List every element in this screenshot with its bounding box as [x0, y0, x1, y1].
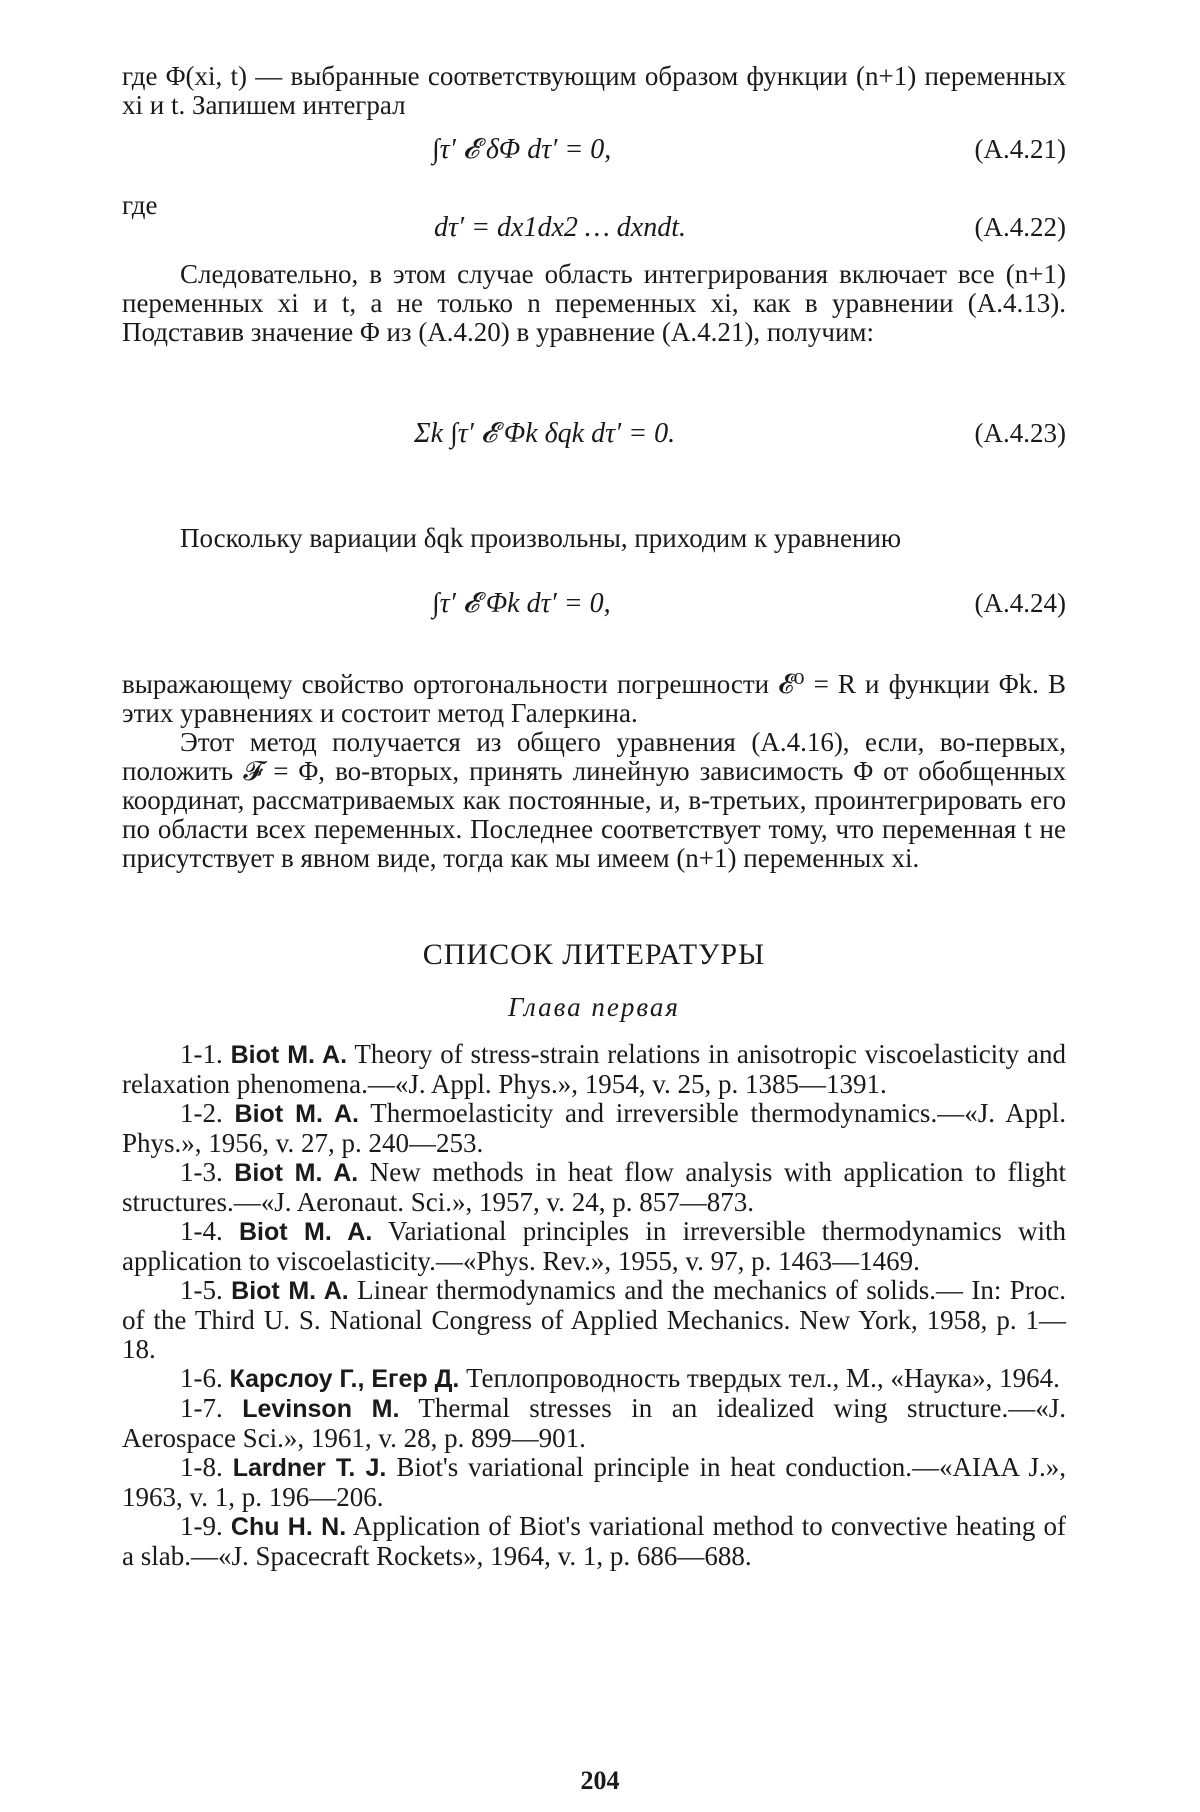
equation-number: (A.4.21)	[974, 134, 1066, 164]
reference-number: 1-8.	[180, 1452, 223, 1482]
reference-item	[122, 1099, 1066, 1158]
reference-author: Карслоу Г., Егер Д.	[229, 1365, 460, 1393]
paragraph-text: Следовательно, в этом случае область интегрирования включает все (n+1) переменных xi и t, а не только n переменных xi, как в уравнении (A.4.13). Подставив значение Φ из (A.4.20) в уравнение (A.4.21), получим:	[122, 259, 1066, 347]
equation-a-4-23	[122, 390, 1066, 480]
reference-author: Biot M. A.	[231, 1277, 349, 1305]
reference-item	[122, 1364, 1066, 1394]
paragraph-1	[122, 260, 1066, 347]
reference-item	[122, 1040, 1066, 1099]
where-word: где	[122, 190, 158, 220]
equation-formula: Σk ∫τ′ 𝓔 Φk δqk dτ′ = 0.	[414, 418, 676, 449]
reference-author: Biot M. A.	[238, 1218, 373, 1246]
bibliography-title: СПИСОК ЛИТЕРАТУРЫ	[422, 938, 766, 971]
reference-text: Thermal stresses in an idealized wing structure.—«J. Aerospace Sci.», 1961, v. 28, p. 899—901.	[122, 1393, 1066, 1453]
reference-text: Application of Biot's variational method to convective heating of a slab.—«J. Spacecraft Rockets», 1964, v. 1, p. 686—688.	[122, 1511, 1066, 1571]
reference-item	[122, 1453, 1066, 1512]
reference-item	[122, 1217, 1066, 1276]
reference-author: Chu H. N.	[230, 1513, 347, 1541]
equation-a-4-24	[122, 574, 1066, 644]
intro-paragraph	[122, 62, 1066, 120]
equation-number: (A.4.23)	[974, 418, 1066, 448]
reference-item	[122, 1158, 1066, 1217]
reference-list	[122, 1040, 1066, 1571]
reference-number: 1-7.	[180, 1393, 223, 1423]
equation-formula: ∫τ′ 𝓔 Φk dτ′ = 0,	[432, 588, 611, 619]
intro-text: где Φ(xi, t) — выбранные соответствующим образом функции (n+1) переменных xi и t. Запишем интеграл	[122, 61, 1066, 120]
reference-number: 1-1.	[180, 1039, 223, 1069]
reference-author: Levinson M.	[242, 1395, 400, 1423]
reference-author: Lardner T. J.	[232, 1454, 387, 1482]
equation-formula: dτ′ = dx1dx2 … dxndt.	[434, 212, 686, 243]
reference-author: Biot M. A.	[234, 1100, 359, 1128]
reference-item	[122, 1394, 1066, 1453]
equation-a-4-22	[122, 186, 1066, 256]
page-number: 204	[580, 1766, 620, 1795]
reference-text: Theory of stress-strain relations in anisotropic viscoelasticity and relaxation phenomena.—«J. Appl. Phys.», 1954, v. 25, p. 1385—1391.	[122, 1039, 1066, 1099]
reference-item	[122, 1512, 1066, 1571]
reference-number: 1-2.	[180, 1098, 223, 1128]
reference-text: New methods in heat flow analysis with application to flight structures.—«J. Aeronaut. Sci.», 1957, v. 24, p. 857—873.	[122, 1157, 1067, 1217]
reference-number: 1-3.	[180, 1157, 223, 1187]
paragraph-text: Поскольку вариации δqk произвольны, приходим к уравнению	[180, 523, 902, 553]
reference-author: Biot M. A.	[230, 1041, 348, 1069]
reference-item	[122, 1276, 1066, 1364]
paragraph-text: Этот метод получается из общего уравнения (A.4.16), если, во-первых, положить 𝓕 = Φ, во-вторых, принять линейную зависимость Φ от обобщенных координат, рассматриваемых как постоянные, и, в-третьих, проинтегрировать его по области всех переменных. Последнее соответствует тому, что переменная t не присутствует в явном виде, тогда как мы имеем (n+1) переменных xi.	[122, 727, 1066, 873]
equation-formula: ∫τ′ 𝓔 δΦ dτ′ = 0,	[432, 134, 612, 165]
reference-number: 1-5.	[180, 1275, 223, 1305]
reference-number: 1-6.	[180, 1363, 223, 1393]
reference-text: Biot's variational principle in heat conduction.—«AIAA J.», 1963, v. 1, p. 196—206.	[122, 1452, 1067, 1512]
reference-text: Linear thermodynamics and the mechanics of solids.— In: Proc. of the Third U. S. National Congress of Applied Mechanics. New York, 1958, p. 1—18.	[122, 1275, 1067, 1364]
equation-number: (A.4.22)	[974, 212, 1066, 242]
reference-text: Теплопроводность твердых тел., М., «Наука», 1964.	[466, 1363, 1060, 1393]
reference-author: Biot M. A.	[234, 1159, 359, 1187]
reference-number: 1-4.	[180, 1216, 223, 1246]
reference-text: Variational principles in irreversible thermodynamics with application to viscoelasticity.—«Phys. Rev.», 1955, v. 97, p. 1463—1469.	[122, 1216, 1066, 1276]
paragraph-3	[122, 670, 1066, 728]
equation-number: (A.4.24)	[974, 588, 1066, 618]
chapter-subtitle: Глава первая	[508, 992, 680, 1022]
paragraph-text: выражающему свойство ортогональности погрешности 𝓔⁰ = R и функции Φk. В этих уравнениях и состоит метод Галеркина.	[122, 669, 1066, 728]
paragraph-2	[122, 524, 1066, 553]
reference-text: Thermoelasticity and irreversible thermodynamics.—«J. Appl. Phys.», 1956, v. 27, p. 240—253.	[122, 1098, 1066, 1158]
reference-number: 1-9.	[180, 1511, 223, 1541]
paragraph-4	[122, 728, 1066, 873]
